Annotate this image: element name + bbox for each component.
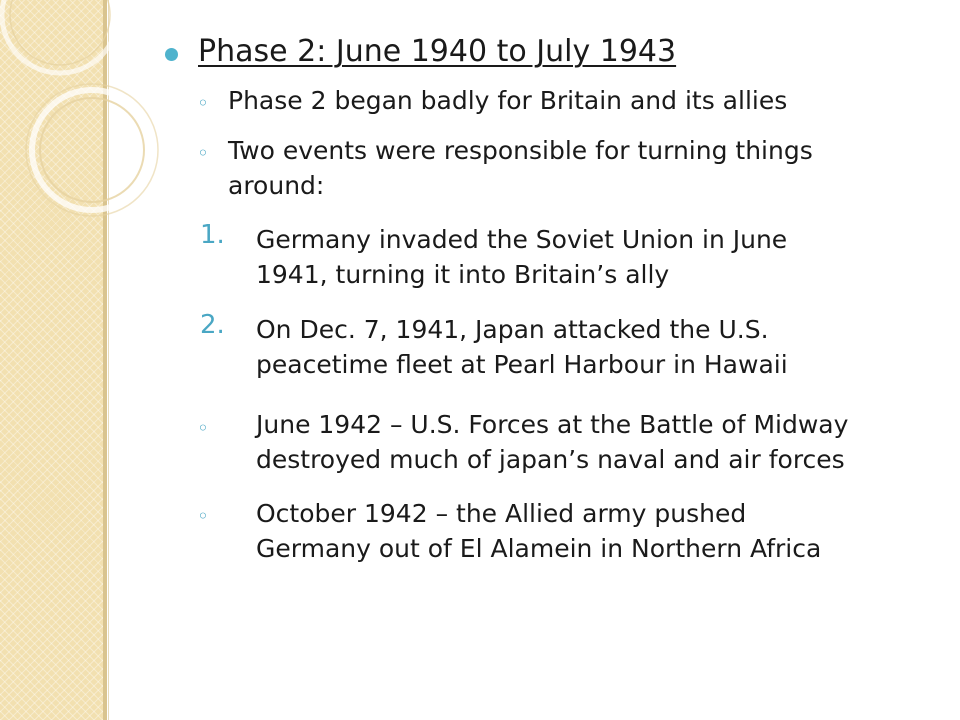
list-item-line: October 1942 – the Allied army pushed (256, 499, 747, 528)
list-item-line: June 1942 – U.S. Forces at the Battle of Midway (256, 410, 849, 439)
list-item-line: 1941, turning it into Britain’s ally (256, 260, 670, 289)
hollow-bullet-icon: ◦ (197, 504, 209, 528)
list-item-line: around: (228, 171, 325, 200)
list-item-line: Phase 2 began badly for Britain and its allies (228, 86, 788, 115)
list-number: 2. (200, 310, 225, 340)
list-number: 1. (200, 220, 225, 250)
list-item-line: Germany out of El Alamein in Northern Africa (256, 534, 822, 563)
list-item-line: destroyed much of japan’s naval and air forces (256, 445, 845, 474)
list-item-line: Germany invaded the Soviet Union in June (256, 225, 788, 254)
list-item-line: Two events were responsible for turning things (228, 136, 813, 165)
hollow-bullet-icon: ◦ (197, 91, 209, 115)
bullet-dot-icon (165, 48, 178, 61)
slide-heading: Phase 2: June 1940 to July 1943 (198, 34, 677, 69)
hollow-bullet-icon: ◦ (197, 416, 209, 440)
hollow-bullet-icon: ◦ (197, 141, 209, 165)
list-item-line: On Dec. 7, 1941, Japan attacked the U.S. (256, 315, 769, 344)
list-item-line: peacetime fleet at Pearl Harbour in Hawaii (256, 350, 788, 379)
